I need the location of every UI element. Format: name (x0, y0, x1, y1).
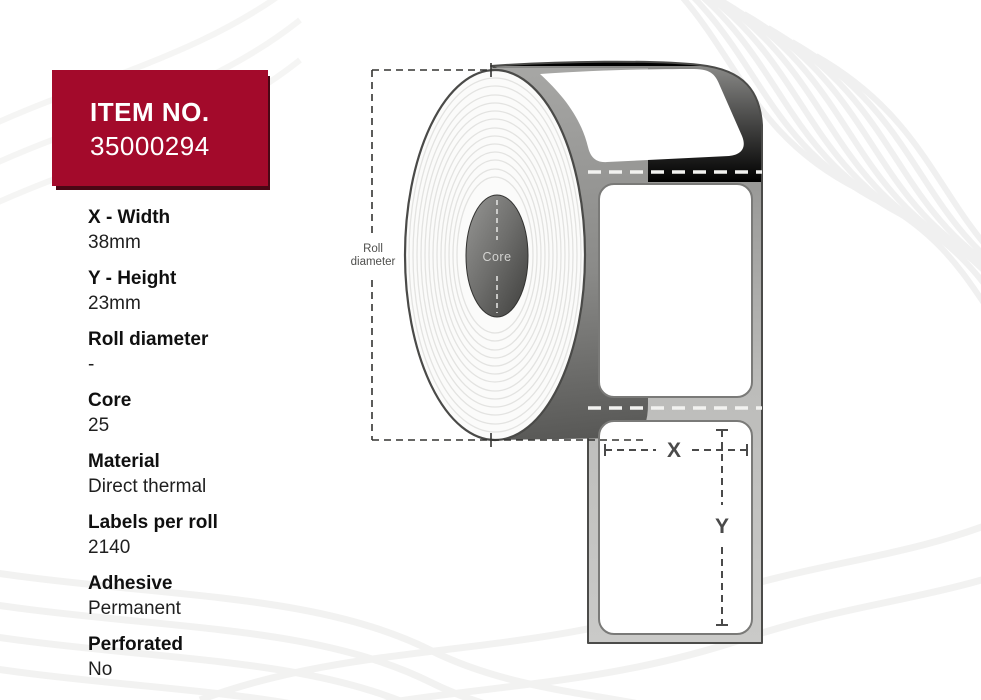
spec-item-adhesive (88, 573, 358, 620)
spec-item-perforated (88, 634, 358, 681)
spec-label: Core (88, 390, 132, 411)
spec-item-labels-per-roll (88, 512, 358, 559)
spec-value: Permanent (88, 598, 181, 619)
spec-value: 23mm (88, 293, 141, 314)
spec-label: Material (88, 451, 160, 472)
y-dimension-label: Y (714, 515, 730, 538)
spec-value: No (88, 659, 113, 680)
spec-value: 38mm (88, 232, 141, 253)
spec-value: 2140 (88, 537, 131, 558)
roll-diameter-label-line2: diameter (350, 256, 396, 268)
item-number-value: 35000294 (90, 131, 210, 161)
spec-label: Adhesive (88, 573, 173, 594)
spec-label: Roll diameter (88, 329, 209, 350)
spec-label: Perforated (88, 634, 184, 655)
spec-value: Direct thermal (88, 476, 207, 497)
spec-label: X - Width (88, 207, 171, 228)
spec-item-height (88, 268, 358, 315)
core-label: Core (482, 250, 512, 264)
spec-item-roll-diameter (88, 329, 358, 376)
spec-label: Y - Height (88, 268, 177, 289)
spec-item-width (88, 207, 358, 254)
spec-value: - (88, 354, 95, 375)
roll-diameter-label-line1: Roll (363, 243, 383, 255)
item-number-heading: ITEM NO. (90, 97, 210, 127)
label-middle (599, 184, 752, 397)
spec-item-core (88, 390, 358, 437)
spec-value: 25 (88, 415, 110, 436)
item-number-box (52, 70, 268, 186)
spec-item-material (88, 451, 358, 498)
spec-list (88, 207, 358, 695)
x-dimension-label: X (666, 439, 682, 462)
spec-label: Labels per roll (88, 512, 218, 533)
